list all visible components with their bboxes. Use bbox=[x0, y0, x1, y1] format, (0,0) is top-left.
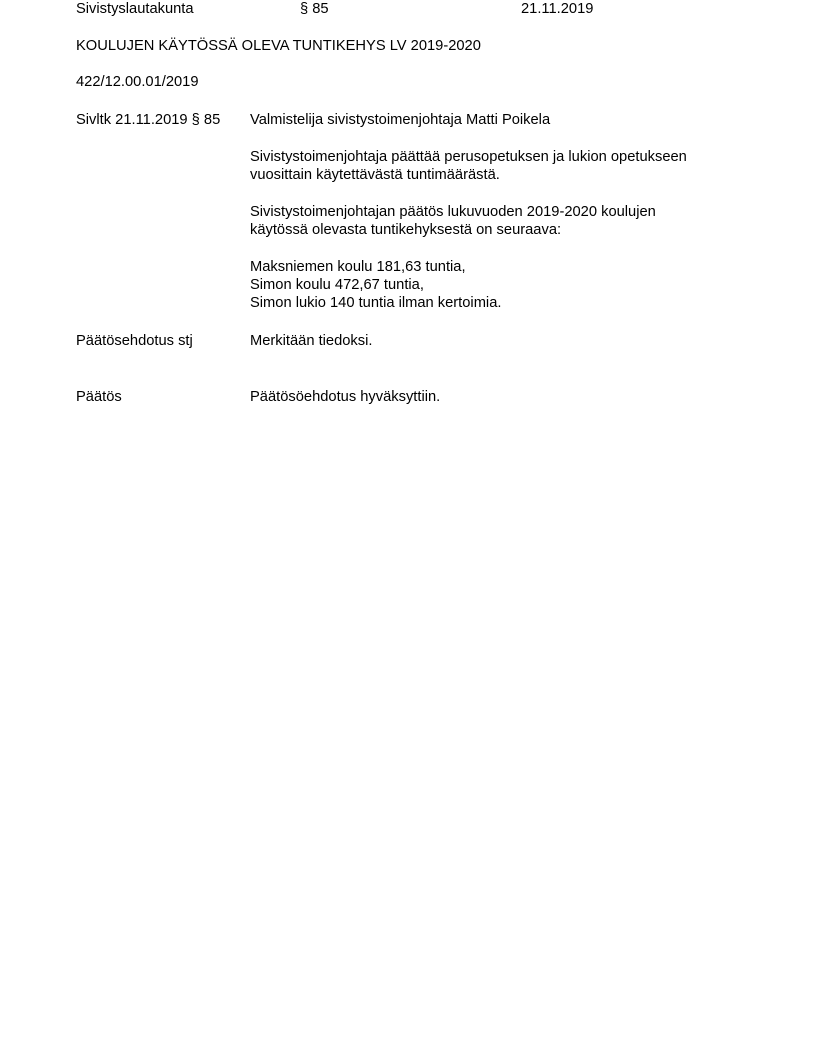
document-title: KOULUJEN KÄYTÖSSÄ OLEVA TUNTIKEHYS LV 2019-2020 bbox=[76, 38, 481, 54]
hours-list: Maksniemen koulu 181,63 tuntia, Simon koulu 472,67 tuntia, Simon lukio 140 tuntia ilman kertoimia. bbox=[250, 259, 502, 311]
row-label: Päätös bbox=[76, 389, 122, 405]
preparer-line: Valmistelija sivistystoimenjohtaja Matti Poikela bbox=[250, 112, 551, 128]
decision-text: Päätösöehdotus hyväksyttiin. bbox=[250, 389, 441, 405]
meeting-date: 21.11.2019 bbox=[521, 1, 594, 17]
record-number: 422/12.00.01/2019 bbox=[76, 74, 199, 90]
body-paragraph: Sivistystoimenjohtajan päätös lukuvuoden 2019-2020 koulujen käytössä olevasta tuntikehyksestä on seuraava: bbox=[250, 204, 656, 238]
row-label: Päätösehdotus stj bbox=[76, 333, 193, 349]
proposal-text: Merkitään tiedoksi. bbox=[250, 333, 373, 349]
board-name: Sivistyslautakunta bbox=[76, 1, 194, 17]
section-number: § 85 bbox=[300, 1, 329, 17]
row-label: Sivltk 21.11.2019 § 85 bbox=[76, 112, 221, 128]
body-paragraph: Sivistystoimenjohtaja päättää perusopetuksen ja lukion opetukseen vuosittain käytettävästä tuntimäärästä. bbox=[250, 149, 687, 183]
